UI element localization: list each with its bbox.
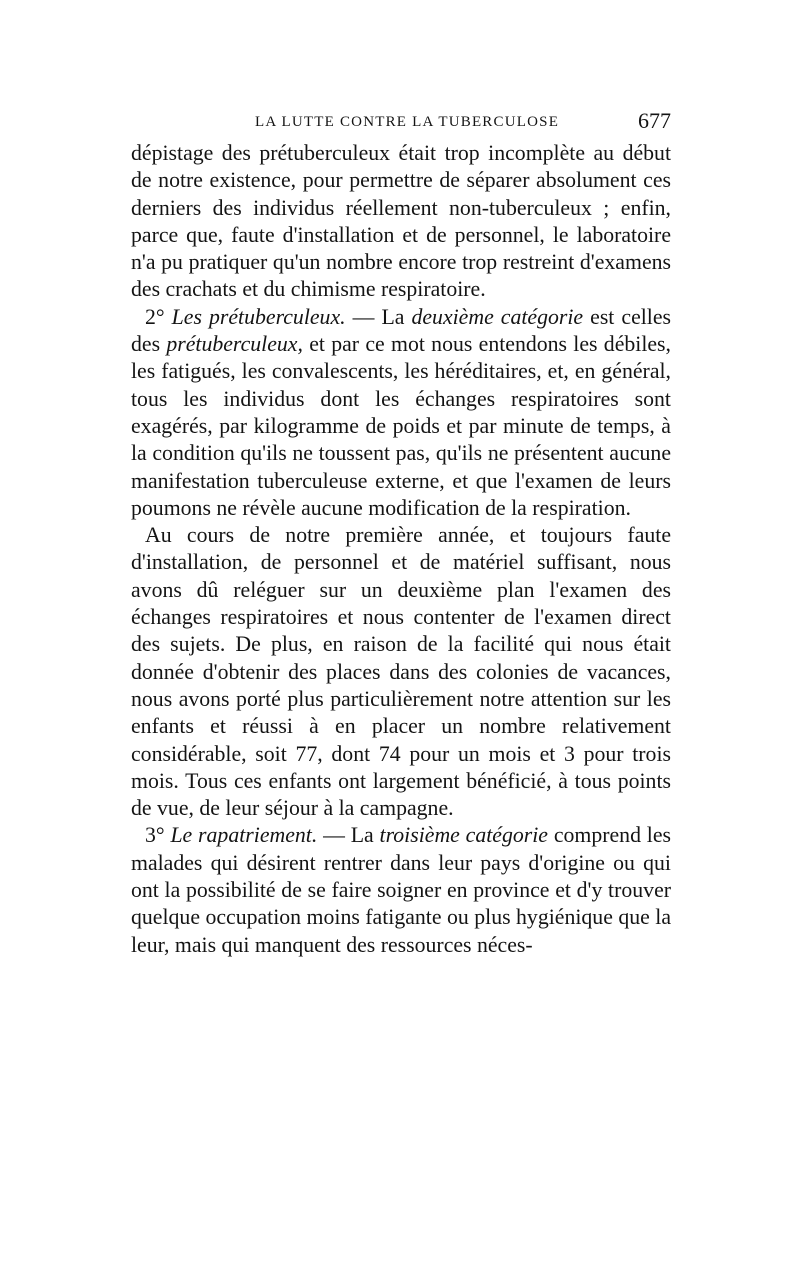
paragraph-rapatriement [131, 822, 671, 958]
emphasis-text: deuxième catégorie [411, 304, 584, 329]
text-fragment: — La [345, 304, 412, 329]
running-head [131, 108, 671, 140]
emphasis-text: prétuberculeux, [166, 332, 303, 357]
running-title: LA LUTTE CONTRE LA TUBERCULOSE [255, 114, 560, 130]
paragraph-pretuberculeux [131, 304, 671, 522]
text-fragment: est celles des [131, 304, 672, 357]
text-fragment: — La [317, 823, 380, 848]
paragraph-first-year: Au cours de notre première année, et toujours faute d'installation, de personnel et de matériel suffisant, nous avons dû reléguer sur un deuxième plan l'examen des échanges respiratoires et nous contenter de l'examen direct des sujets. De plus, en raison de la facilité qui nous était donnée d'obtenir des places dans des colonies de vacances, nous avons porté plus particulièrement notre attention sur les enfants et réussi à en placer un nombre relativement considérable, soit 77, dont 74 pour un mois et 3 pour trois mois. Tous ces enfants ont largement bénéficié, à tous points de vue, de leur séjour à la campagne. [131, 523, 671, 821]
book-page [131, 108, 671, 959]
emphasis-text: troisième catégorie [379, 823, 548, 848]
section-heading: Le rapatriement. [170, 823, 318, 848]
text-fragment: et par ce mot nous entendons les débiles, les fatigués, les convalescents, les héréditaires, et, en général, tous les individus dont les échanges respiratoires sont exagérés, par kilogramme de poids et par minute de temps, à la condition qu'ils ne toussent pas, qu'ils ne présentent aucune manifestation tuberculeuse externe, et que l'examen de leurs poumons ne révèle aucune modification de la respiration. [131, 332, 671, 520]
text-fragment: comprend les malades qui désirent rentrer dans leur pays d'origine ou qui ont la possibilité de se faire soigner en province et d'y trouver quelque occupation moins fatigante ou plus hygiénique que la leur, mais qui manquent des ressources néces- [131, 823, 671, 957]
paragraph-continuation: dépistage des prétuberculeux était trop incomplète au début de notre existence, pour permettre de séparer absolument ces derniers des individus réellement non-tuberculeux ; enfin, parce que, faute d'installation et de personnel, le laboratoire n'a pu pratiquer qu'un nombre encore trop restreint d'examens des crachats et du chimisme respiratoire. [131, 141, 671, 302]
section-number: 3° [145, 823, 165, 848]
section-heading: Les prétuberculeux. [171, 304, 346, 329]
section-number: 2° [145, 304, 165, 329]
page-number: 677 [638, 108, 671, 133]
